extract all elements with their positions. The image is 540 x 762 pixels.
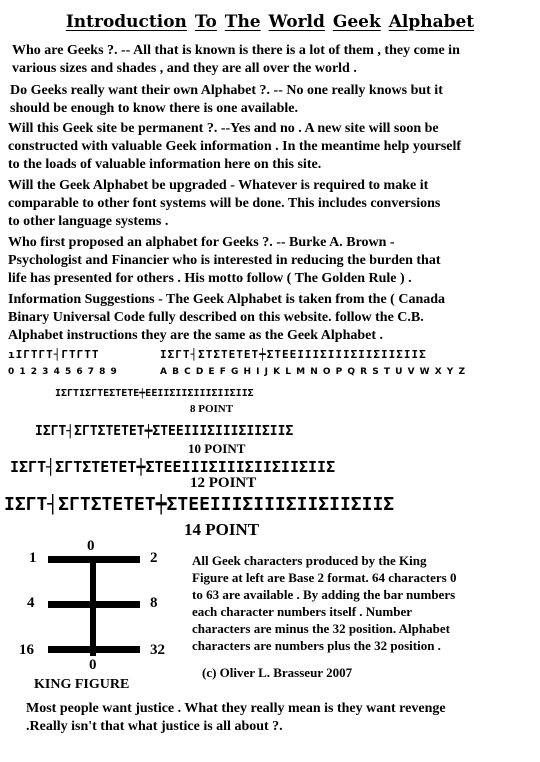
text-line: various sizes and shades , and they are all over the world . <box>12 61 357 76</box>
text-line: comparable to other font systems will be done. This includes conversions <box>8 196 441 211</box>
king-figure-bar-bottom <box>48 646 140 653</box>
text-line: Who are Geeks ?. -- All that is known is there is a lot of them , they come in <box>12 43 460 58</box>
text-line: constructed with valuable Geek information . In the meantime help yourself <box>8 139 462 154</box>
font-sample-12pt-label: 12 POINT <box>190 475 257 491</box>
king-number-mid-right: 8 <box>150 595 158 611</box>
king-figure-bar-top <box>48 556 140 563</box>
text-line: Binary Universal Code fully described on this website. follow the C.B. <box>8 310 424 325</box>
text-line: each character numbers itself . Number <box>192 604 412 619</box>
font-sample-12pt-glyphs: ΙΣΓΤ┤ΣΓΤΣΤΕΤΕΤ┿ΣΤΕΕΙΙΙΣΙΙΙΣΙΙΣΙΙΣΙΙΣ <box>10 458 336 476</box>
text-line: Will this Geek site be permanent ?. --Yes and no . A new site will soon be <box>8 121 439 136</box>
paragraph-site-permanent <box>8 120 461 174</box>
text-line: Alphabet instructions they are the same as the Geek Alphabet . <box>8 328 384 343</box>
paragraph-first-proposed <box>8 234 440 288</box>
letter-glyphs: ΙΣΓΤ┤ΣΤΣΤΕΤΕΤ┿ΣΤΕΕΙΙΙΣΙΙΙΣΙΙΣΙΙΣΙΙΣ <box>160 348 427 361</box>
king-number-bottom: 0 <box>89 657 97 673</box>
paragraph-who-are-geeks <box>12 42 460 78</box>
title-word: World <box>268 12 325 32</box>
king-figure <box>0 538 200 698</box>
text-line: All Geek characters produced by the King <box>192 553 427 568</box>
text-line: to the loads of valuable information here on this site. <box>8 157 322 172</box>
text-line: characters are numbers plus the 32 position . <box>192 638 441 653</box>
text-line: Most people want justice . What they really mean is they want revenge <box>26 701 446 716</box>
king-number-bottom-right: 32 <box>150 642 165 658</box>
title-word: To <box>194 12 217 32</box>
text-line: Will the Geek Alphabet be upgraded - Whatever is required to make it <box>8 178 429 193</box>
text-line: Who first proposed an alphabet for Geeks ?. -- Burke A. Brown - <box>8 235 395 250</box>
font-sample-14pt-glyphs: ΙΣΓΤ┤ΣΓΤΣΤΕΤΕΤ┿ΣΤΕΕΙΙΙΣΙΙΙΣΙΙΣΙΙΣΙΙΣ <box>4 494 395 515</box>
copyright: (c) Oliver L. Brasseur 2007 <box>202 665 353 680</box>
king-number-top: 0 <box>87 538 95 554</box>
digit-glyphs: ıΙΓΤΓΤ┤ΓΤΓΤΤ <box>8 348 100 361</box>
king-number-top-right: 2 <box>150 550 158 566</box>
font-sample-8pt-label: 8 POINT <box>190 403 234 415</box>
text-line: to 63 are available . By adding the bar numbers <box>192 587 456 602</box>
title-word: Introduction <box>65 12 187 32</box>
king-figure-caption: KING FIGURE <box>34 677 130 692</box>
title-word: Geek <box>332 12 381 32</box>
paragraph-own-alphabet <box>10 82 443 118</box>
paragraph-upgraded <box>8 177 440 231</box>
text-line: characters are minus the 32 position. Alphabet <box>192 621 450 636</box>
title-word: The <box>224 12 261 32</box>
font-sample-14pt-label: 14 POINT <box>184 520 260 539</box>
king-figure-description <box>192 552 457 654</box>
king-number-mid-left: 4 <box>27 595 35 611</box>
closing-paragraph <box>26 700 446 736</box>
text-line: Figure at left are Base 2 format. 64 characters 0 <box>192 570 457 585</box>
font-sample-10pt-glyphs: ΙΣΓΤ┤ΣΓΤΣΤΕΤΕΤ┿ΣΤΕΕΙΙΙΣΙΙΙΣΙΙΣΙΙΣ <box>35 424 294 439</box>
letter-labels: A B C D E F G H I J K L M N O P Q R S T U V W X Y Z <box>160 367 466 377</box>
text-line: should be enough to know there is one available. <box>10 101 298 116</box>
text-line: Do Geeks really want their own Alphabet ?. -- No one really knows but it <box>10 83 443 98</box>
text-line: Psychologist and Financier who is interested in reducing the burden that <box>8 253 441 268</box>
text-line: life has presented for others . His motto follow ( The Golden Rule ) . <box>8 271 412 286</box>
text-line: .Really isn't that what justice is all about ?. <box>26 719 283 734</box>
king-figure-bar-middle <box>48 601 140 608</box>
page-title <box>0 12 540 32</box>
text-line: to other language systems . <box>8 214 169 229</box>
digit-labels: 0 1 2 3 4 5 6 7 8 9 <box>8 367 118 377</box>
text-line: Information Suggestions - The Geek Alphabet is taken from the ( Canada <box>8 292 446 307</box>
font-sample-10pt-label: 10 POINT <box>188 441 246 456</box>
king-number-bottom-left: 16 <box>19 642 34 658</box>
font-sample-8pt-glyphs: ΙΣΓΤΙΣΓΤΕΣΤΕΤΕ┿ΕΕΙΙΣΙΙΣΙΙΙΣΙΙΣΙΙΣ <box>55 388 254 399</box>
paragraph-information-suggestions <box>8 291 445 345</box>
title-word: Alphabet <box>388 12 475 32</box>
king-number-top-left: 1 <box>29 550 37 566</box>
